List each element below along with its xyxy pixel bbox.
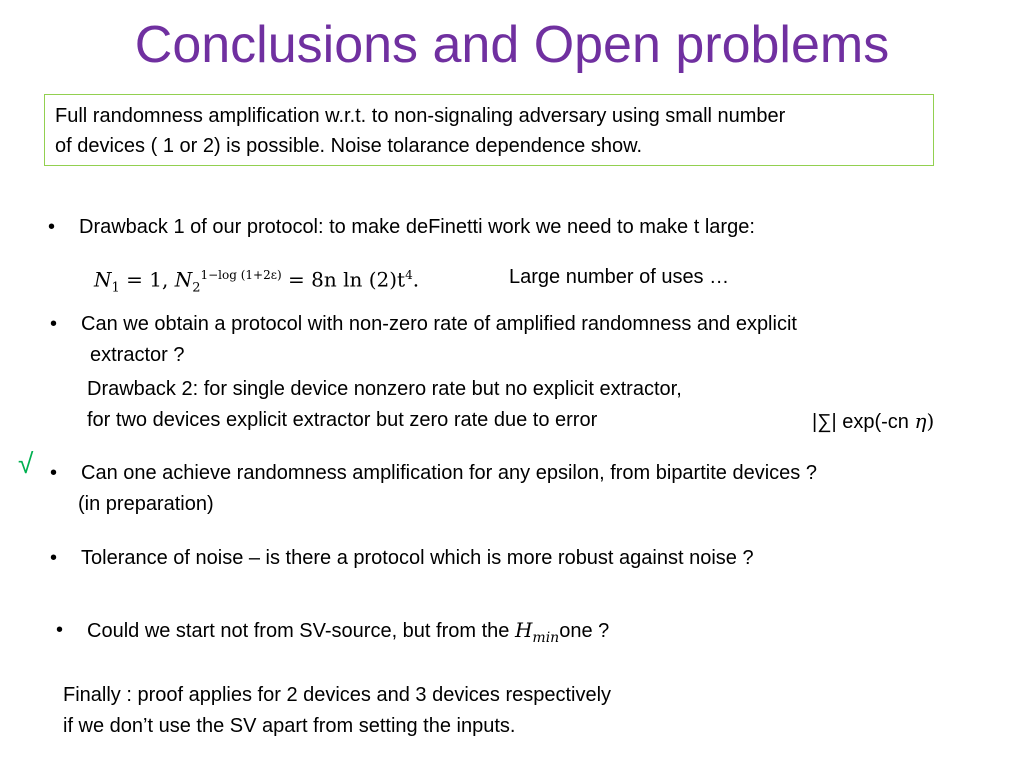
drawback-2-line-1: Drawback 2: for single device nonzero rate but no explicit extractor, <box>87 378 682 400</box>
drawback-2-line-2: for two devices explicit extractor but zero rate due to error <box>87 409 598 431</box>
bullet-explicit-extractor-line-1: Can we obtain a protocol with non-zero rate of amplified randomness and explicit <box>81 313 797 335</box>
bullet-dot: • <box>56 619 64 641</box>
bullet-hmin-source: Could we start not from SV-source, but from the $H_{min}one$ ? <box>87 618 610 646</box>
bullet-noise-tolerance: Tolerance of noise – is there a protocol which is more robust against noise ? <box>81 547 754 569</box>
bullet-explicit-extractor-line-2: extractor ? <box>90 344 185 366</box>
bullet-bipartite-line-1: Can one achieve randomness amplification for any epsilon, from bipartite devices ? <box>81 462 817 484</box>
bullet-dot: • <box>50 462 58 484</box>
final-note-line-2: if we don’t use the SV apart from setting the inputs. <box>63 715 516 737</box>
summary-line-2: of devices ( 1 or 2) is possible. Noise tolarance dependence show. <box>55 135 643 157</box>
bullet-dot: • <box>48 216 56 238</box>
large-uses-note: Large number of uses … <box>509 266 730 288</box>
bullet-drawback-1: Drawback 1 of our protocol: to make deFinetti work we need to make t large: <box>79 216 755 238</box>
error-expression: |∑| exp(-cn η) <box>812 409 935 433</box>
formula-n1-n2: $N_1 = 1$, $N_2^{1-log (1+2\varepsilon)} = 8n$ $\ln (2)t^4$. <box>94 267 420 296</box>
final-note-line-1: Finally : proof applies for 2 devices and 3 devices respectively <box>63 684 612 706</box>
bullet-dot: • <box>50 547 58 569</box>
summary-box <box>44 94 934 166</box>
bullet-bipartite-line-2: (in preparation) <box>78 493 214 515</box>
bullet-dot: • <box>50 313 58 335</box>
summary-line-1: Full randomness amplification w.r.t. to non-signaling adversary using small number <box>55 105 786 127</box>
checkmark-icon: √ <box>18 448 34 479</box>
slide-title: Conclusions and Open problems <box>134 16 890 74</box>
